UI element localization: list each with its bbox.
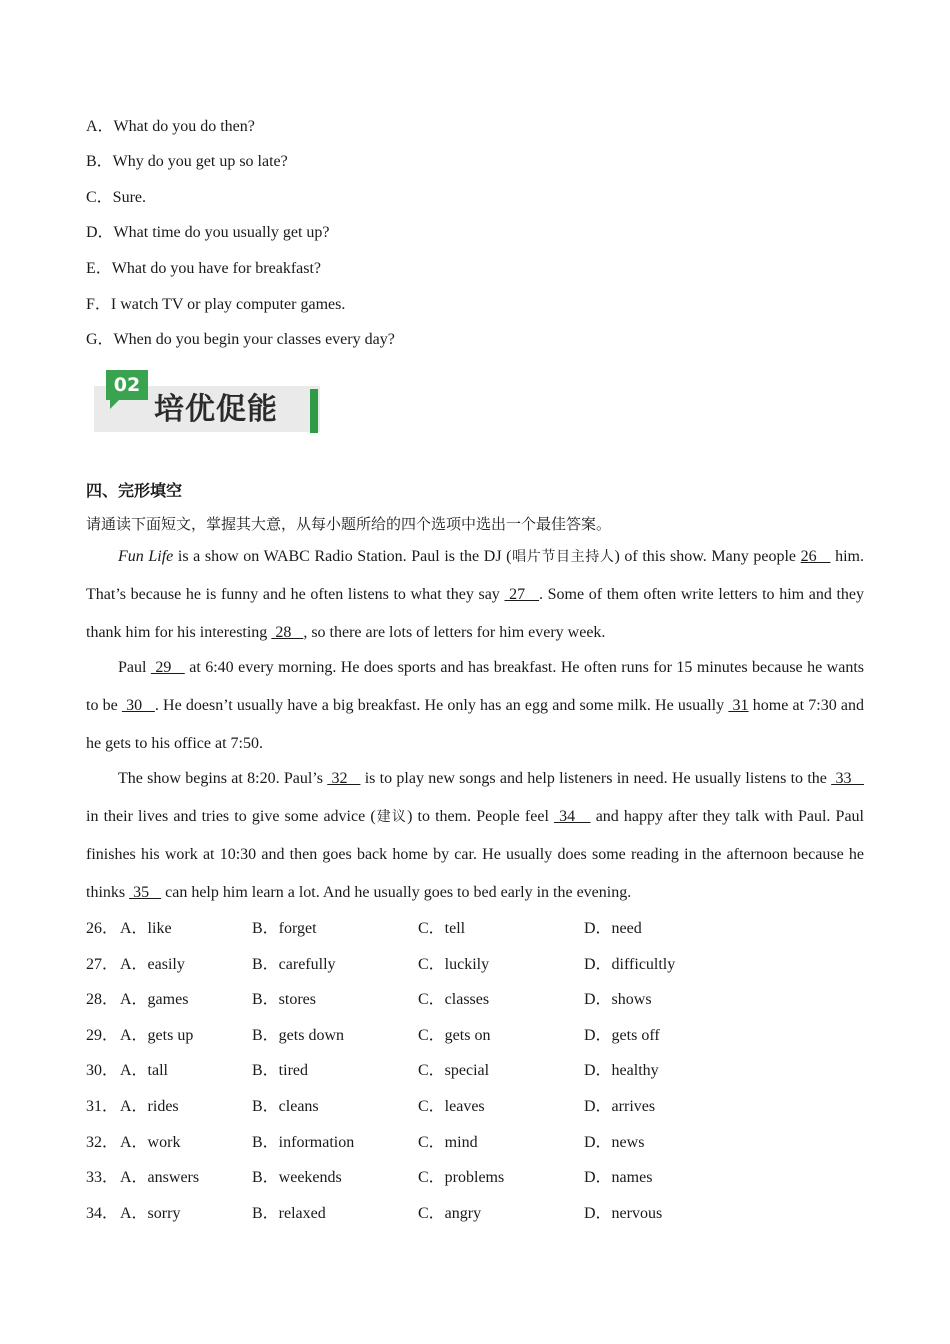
question-number: 30．: [86, 1062, 119, 1079]
choice-b: B．carefully: [252, 956, 336, 973]
passage-text: can help him learn a lot. And he usually goes to bed early in the evening.: [161, 884, 632, 901]
choice-b: B．stores: [252, 991, 317, 1008]
blank-31: 31: [728, 697, 749, 714]
passage-text: is a show on WABC Radio Station. Paul is the DJ (: [173, 548, 512, 565]
question-number: 33．: [86, 1169, 119, 1186]
choice-d: D．gets off: [584, 1027, 660, 1044]
question-number: 34．: [86, 1205, 119, 1222]
choice-a: A．rides: [120, 1098, 179, 1115]
choice-b: B．forget: [252, 920, 317, 937]
choice-d: D．healthy: [584, 1062, 659, 1079]
section-instruction: 请通读下面短文，掌握其大意，从每小题所给的四个选项中选出一个最佳答案。: [86, 515, 612, 533]
choice-c: C．luckily: [418, 956, 490, 973]
passage-text: Paul: [118, 659, 151, 676]
choice-b: B．weekends: [252, 1169, 342, 1186]
question-30: [86, 1060, 866, 1082]
option-f: F．I watch TV or play computer games.: [86, 296, 346, 313]
choice-c: C．tell: [418, 920, 466, 937]
choice-b: B．information: [252, 1134, 355, 1151]
option-g: G．When do you begin your classes every day?: [86, 331, 395, 348]
passage-text: in their lives and tries to give some advice (: [86, 808, 376, 825]
choice-a: A．easily: [120, 956, 185, 973]
choice-a: A．like: [120, 920, 172, 937]
question-27: [86, 954, 866, 976]
blank-35: 35: [129, 884, 162, 901]
show-name: Fun Life: [118, 548, 174, 565]
question-number: 26．: [86, 920, 119, 937]
choice-c: C．problems: [418, 1169, 505, 1186]
choice-b: B．tired: [252, 1062, 308, 1079]
section-title: 四、完形填空: [86, 481, 183, 500]
choice-c: C．mind: [418, 1134, 478, 1151]
question-34: [86, 1203, 866, 1225]
passage-text: ) of this show. Many people: [614, 548, 801, 565]
passage-paragraph-3: [86, 760, 864, 912]
question-number: 32．: [86, 1134, 119, 1151]
question-26: [86, 918, 866, 940]
question-number: 31．: [86, 1098, 119, 1115]
choice-c: C．classes: [418, 991, 490, 1008]
blank-30: 30: [121, 697, 155, 714]
choice-a: A．answers: [120, 1169, 200, 1186]
passage-text: is to play new songs and help listeners in need. He usually listens to the: [360, 770, 832, 787]
blank-32: 32: [327, 770, 361, 787]
choice-d: D．need: [584, 920, 642, 937]
chinese-gloss: 唱片节目主持人: [511, 549, 615, 565]
question-33: [86, 1167, 866, 1189]
question-29: [86, 1025, 866, 1047]
blank-26: 26: [800, 548, 831, 565]
passage-text: at 6:40 every morning. He does sports and has breakfast. He often runs for 15 minutes because he wants to be: [86, 659, 864, 714]
blank-27: 27: [504, 586, 540, 603]
blank-34: 34: [554, 808, 591, 825]
question-number: 27．: [86, 956, 119, 973]
choice-c: C．angry: [418, 1205, 482, 1222]
question-number: 28．: [86, 991, 119, 1008]
blank-28: 28: [271, 624, 304, 641]
choice-d: D．difficultly: [584, 956, 676, 973]
banner-title: 培优促能: [154, 392, 278, 427]
choice-a: A．games: [120, 991, 189, 1008]
choice-c: C．leaves: [418, 1098, 485, 1115]
passage-text: ) to them. People feel: [407, 808, 555, 825]
passage-text: him. That’s because he is funny and he often listens to what they say: [86, 548, 865, 603]
blank-33: 33: [831, 770, 865, 787]
section-banner: [94, 370, 322, 434]
choice-c: C．special: [418, 1062, 490, 1079]
choice-b: B．cleans: [252, 1098, 319, 1115]
choice-d: D．names: [584, 1169, 653, 1186]
question-number: 29．: [86, 1027, 119, 1044]
passage-text: The show begins at 8:20. Paul’s: [118, 770, 328, 787]
choice-b: B．gets down: [252, 1027, 345, 1044]
option-a: A．What do you do then?: [86, 118, 255, 135]
passage-text: home at 7:30 and he gets to his office at 7:50.: [86, 697, 865, 752]
question-31: [86, 1096, 866, 1118]
passage-paragraph-2: [86, 649, 864, 763]
option-e: E．What do you have for breakfast?: [86, 260, 322, 277]
choice-a: A．tall: [120, 1062, 168, 1079]
banner-accent-bar: [310, 389, 318, 433]
blank-29: 29: [150, 659, 185, 676]
choice-d: D．nervous: [584, 1205, 663, 1222]
banner-number-tag: 02: [106, 370, 148, 400]
choice-d: D．news: [584, 1134, 645, 1151]
choice-d: D．arrives: [584, 1098, 656, 1115]
question-32: [86, 1132, 866, 1154]
choice-a: A．work: [120, 1134, 181, 1151]
passage-text: . Some of them often write letters to him and they thank him for his interesting: [86, 586, 865, 641]
choice-a: A．sorry: [120, 1205, 181, 1222]
option-d: D．What time do you usually get up?: [86, 224, 330, 241]
chinese-gloss: 建议: [375, 809, 408, 825]
passage-paragraph-1: [86, 538, 864, 652]
passage-text: . He doesn’t usually have a big breakfast. He only has an egg and some milk. He usually: [154, 697, 729, 714]
choice-c: C．gets on: [418, 1027, 491, 1044]
option-c: C．Sure.: [86, 189, 147, 206]
passage-text: , so there are lots of letters for him every week.: [303, 624, 606, 641]
choice-d: D．shows: [584, 991, 652, 1008]
choice-b: B．relaxed: [252, 1205, 326, 1222]
option-b: B．Why do you get up so late?: [86, 153, 288, 170]
choice-a: A．gets up: [120, 1027, 194, 1044]
question-28: [86, 989, 866, 1011]
passage-text: and happy after they talk with Paul. Paul finishes his work at 10:30 and then goes back home by car. He usually does some reading in the afternoon because he thinks: [86, 808, 865, 901]
